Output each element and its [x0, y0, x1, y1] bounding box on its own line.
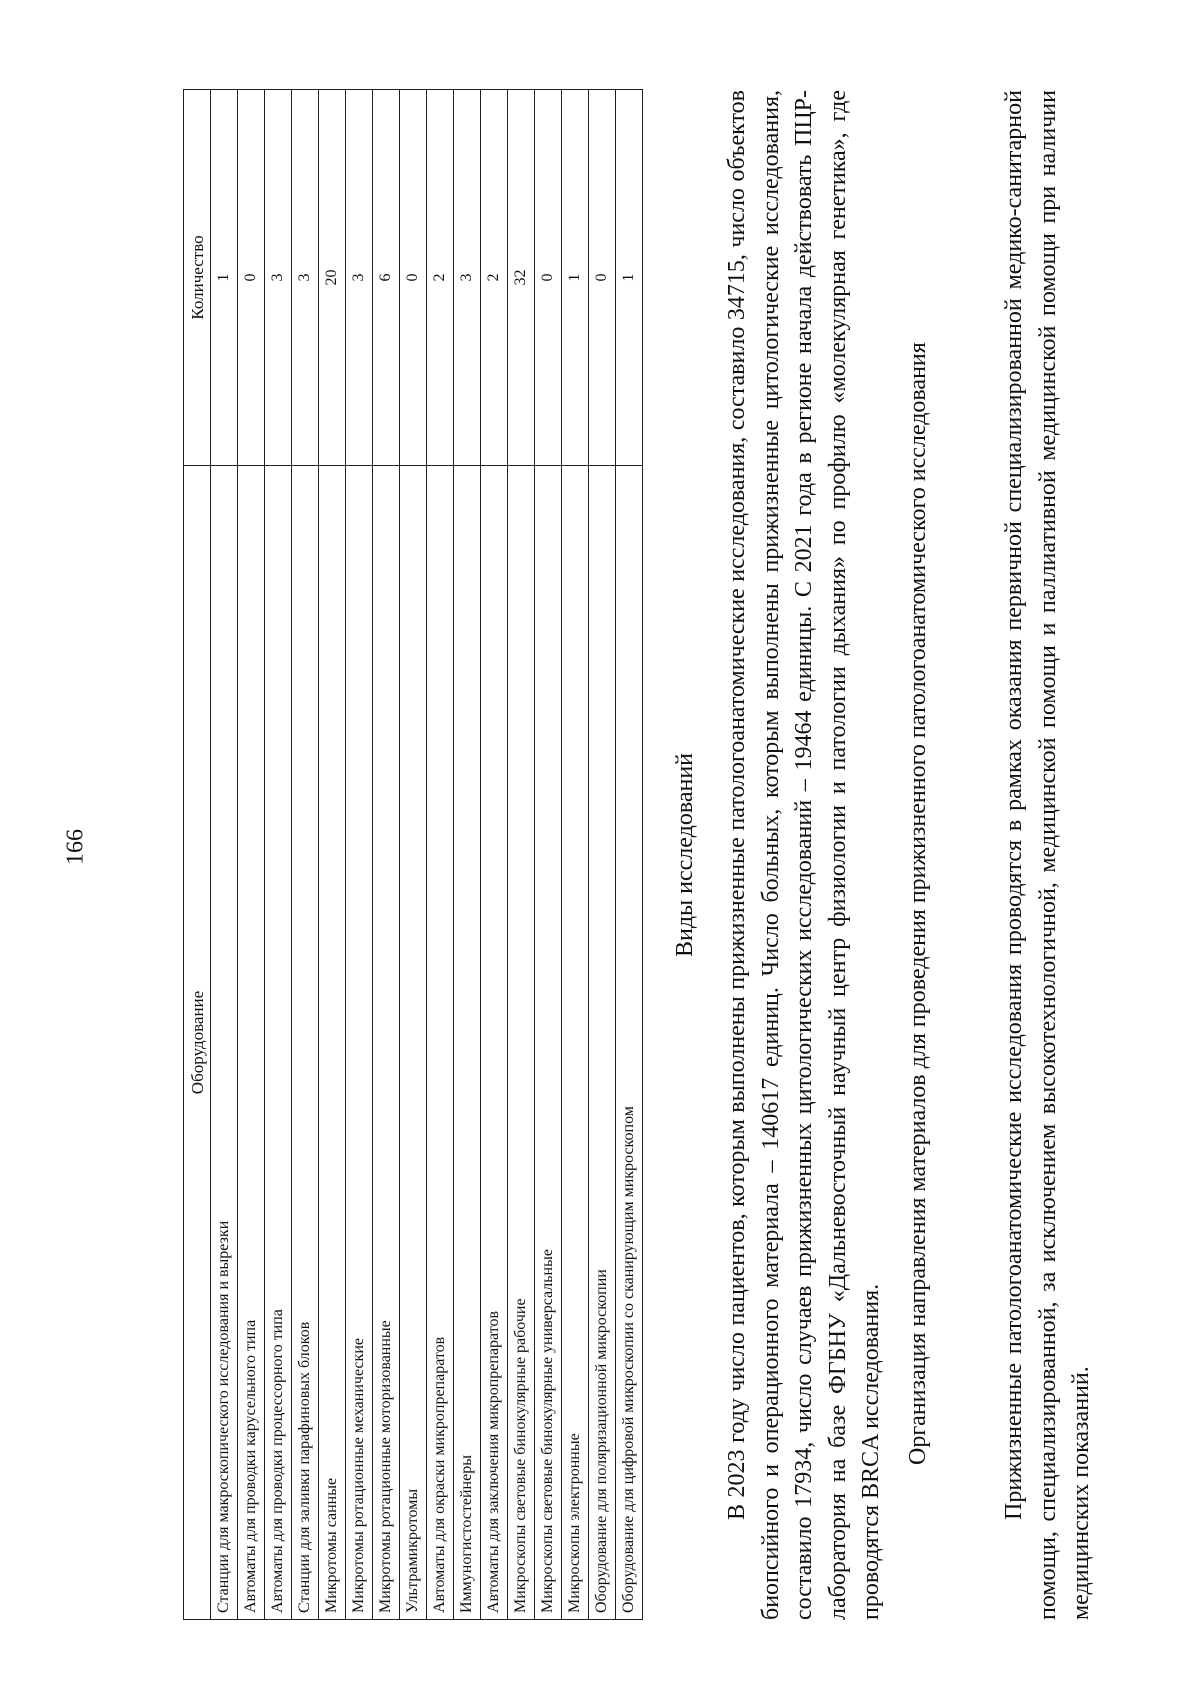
equipment-name: Автоматы для заключения микропрепаратов: [481, 466, 508, 1620]
table-row: [346, 90, 373, 1620]
equipment-quantity: 1: [211, 90, 238, 466]
table-row: [589, 90, 616, 1620]
table-row: [616, 90, 643, 1620]
equipment-quantity: 2: [481, 90, 508, 466]
section-title-research-types: Виды исследований: [672, 752, 698, 958]
table-row: [400, 90, 427, 1620]
equipment-name: Станции для макроскопического исследования и вырезки: [211, 466, 238, 1620]
equipment-quantity: 0: [400, 90, 427, 466]
equipment-name: Микротомы ротационные механические: [346, 466, 373, 1620]
equipment-name: Оборудование для поляризационной микроскопии: [589, 466, 616, 1620]
equipment-quantity: 0: [589, 90, 616, 466]
equipment-name: Микроскопы световые бинокулярные универсальные: [535, 466, 562, 1620]
table-row: [508, 90, 535, 1620]
table-header-row: [184, 90, 211, 1620]
table-row: [481, 90, 508, 1620]
equipment-quantity: 1: [562, 90, 589, 466]
equipment-name: Автоматы для проводки карусельного типа: [238, 466, 265, 1620]
equipment-name: Автоматы для проводки процессорного типа: [265, 466, 292, 1620]
table-row: [535, 90, 562, 1620]
table-row: [373, 90, 400, 1620]
header-equipment: Оборудование: [184, 466, 211, 1620]
equipment-quantity: 3: [265, 90, 292, 466]
equipment-quantity: 0: [238, 90, 265, 466]
equipment-name: Микротомы санные: [319, 466, 346, 1620]
table-row: [427, 90, 454, 1620]
equipment-name: Иммуногистостейнеры: [454, 466, 481, 1620]
equipment-quantity: 3: [454, 90, 481, 466]
equipment-name: Микроскопы световые бинокулярные рабочие: [508, 466, 535, 1620]
equipment-name: Микроскопы электронные: [562, 466, 589, 1620]
equipment-quantity: 6: [373, 90, 400, 466]
table-row: [238, 90, 265, 1620]
equipment-name: Станции для заливки парафиновых блоков: [292, 466, 319, 1620]
equipment-name: Микротомы ротационные моторизованные: [373, 466, 400, 1620]
equipment-table: [183, 89, 643, 1620]
equipment-quantity: 32: [508, 90, 535, 466]
table-row: [292, 90, 319, 1620]
equipment-quantity: 3: [346, 90, 373, 466]
equipment-quantity: 3: [292, 90, 319, 466]
table-row: [265, 90, 292, 1620]
section-title-referral-organization: Организация направления материалов для проведения прижизненного патологоанатомического исследования: [905, 342, 931, 1465]
equipment-quantity: 1: [616, 90, 643, 466]
header-quantity: Количество: [184, 90, 211, 466]
equipment-name: Оборудование для цифровой микроскопии со сканирующим микроскопом: [616, 466, 643, 1620]
equipment-name: Ультрамикротомы: [400, 466, 427, 1620]
table-row: [319, 90, 346, 1620]
table-row: [211, 90, 238, 1620]
paragraph-research-types: В 2023 году число пациентов, которым выполнены прижизненные патологоанатомические исследования, составило 34715, число объектов биопсийного и операционного материала – 140617 единиц. Число больных, которым выполнены прижизненные цитологические исследования, составило 17934, число случаев прижизненных цитологических исследований – 19464 единицы. С 2021 года в регионе начала действовать ПЦР-лаборатория на базе ФГБНУ «Дальневосточный научный центр физиологии и патологии дыхания» по профилю «молекулярная генетика», где проводятся BRCA исследования.: [724, 90, 884, 1620]
rotated-content: [175, 90, 1185, 1620]
table-row: [454, 90, 481, 1620]
equipment-quantity: 2: [427, 90, 454, 466]
equipment-quantity: 20: [319, 90, 346, 466]
equipment-quantity: 0: [535, 90, 562, 466]
table-row: [562, 90, 589, 1620]
paragraph-referral-organization: Прижизненные патологоанатомические исследования проводятся в рамках оказания первичной специализированной медико-санитарной помощи, специализированной, за исключением высокотехнологичной, медицинской помощи и паллиативной медицинской помощи при наличии медицинских показаний.: [1001, 90, 1094, 1620]
page-number: 166: [62, 829, 89, 865]
equipment-name: Автоматы для окраски микропрепаратов: [427, 466, 454, 1620]
